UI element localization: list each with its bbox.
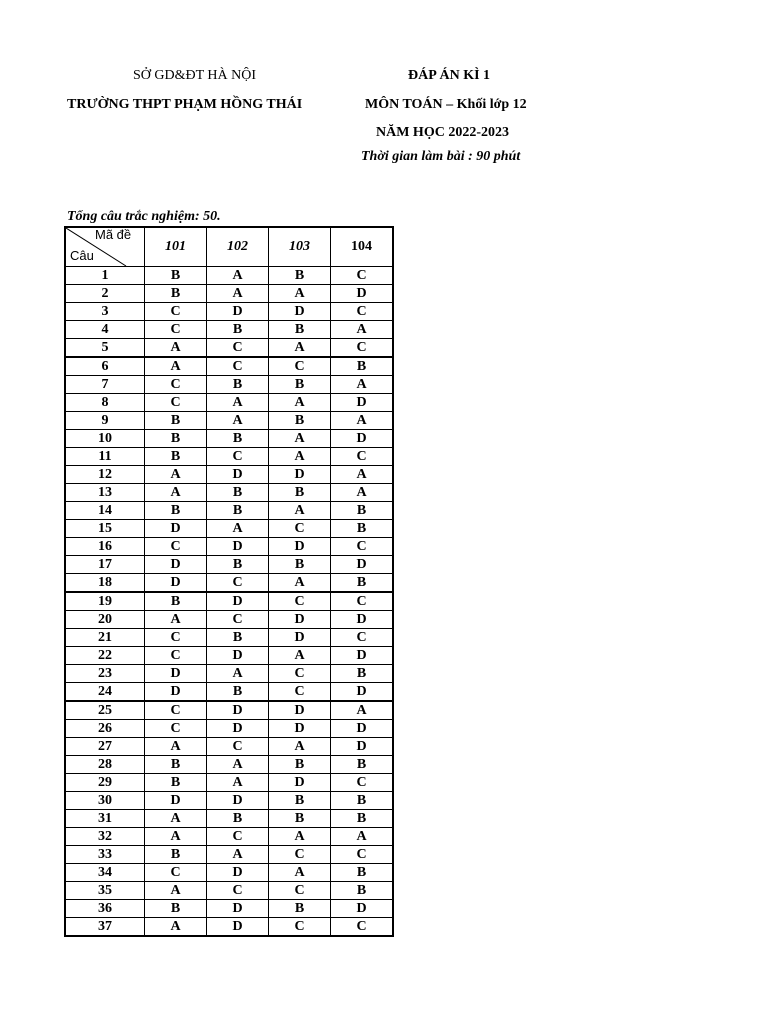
table-row — [65, 720, 393, 738]
answer-cell: D — [269, 720, 331, 738]
answer-cell: D — [207, 466, 269, 484]
answer-cell: C — [145, 629, 207, 647]
answer-cell: C — [331, 918, 394, 937]
answer-cell: B — [269, 484, 331, 502]
answer-cell: B — [207, 683, 269, 702]
answer-cell: A — [145, 918, 207, 937]
answer-cell: A — [207, 774, 269, 792]
question-number-cell: 6 — [65, 357, 145, 376]
answer-cell: A — [331, 701, 394, 720]
answer-cell: C — [269, 882, 331, 900]
question-number-cell: 33 — [65, 846, 145, 864]
answer-cell: D — [207, 303, 269, 321]
answer-cell: A — [145, 339, 207, 358]
table-row — [65, 611, 393, 629]
total-questions-label: Tổng câu trắc nghiệm: 50. — [67, 209, 221, 224]
answer-cell: D — [331, 720, 394, 738]
answer-cell: A — [331, 376, 394, 394]
answer-cell: C — [145, 303, 207, 321]
answer-cell: A — [145, 810, 207, 828]
answer-cell: A — [331, 484, 394, 502]
answer-cell: D — [207, 720, 269, 738]
answer-cell: B — [145, 592, 207, 611]
answer-cell: B — [207, 376, 269, 394]
table-row — [65, 683, 393, 702]
answer-cell: B — [145, 430, 207, 448]
answer-cell: B — [207, 321, 269, 339]
question-number-cell: 17 — [65, 556, 145, 574]
question-number-cell: 18 — [65, 574, 145, 593]
answer-cell: A — [145, 738, 207, 756]
answer-cell: C — [331, 448, 394, 466]
answer-cell: A — [269, 738, 331, 756]
answer-cell: A — [145, 484, 207, 502]
table-row — [65, 756, 393, 774]
answer-cell: C — [145, 647, 207, 665]
question-number-cell: 27 — [65, 738, 145, 756]
answer-cell: A — [269, 430, 331, 448]
table-row — [65, 574, 393, 593]
question-number-cell: 21 — [65, 629, 145, 647]
answer-cell: C — [145, 394, 207, 412]
table-row — [65, 774, 393, 792]
answer-cell: A — [269, 502, 331, 520]
answer-cell: B — [331, 502, 394, 520]
exam-code-102: 102 — [207, 227, 269, 267]
answer-cell: B — [269, 900, 331, 918]
question-number-cell: 5 — [65, 339, 145, 358]
answer-cell: A — [269, 647, 331, 665]
table-row — [65, 792, 393, 810]
answer-cell: A — [207, 285, 269, 303]
answer-cell: D — [269, 611, 331, 629]
question-number-cell: 12 — [65, 466, 145, 484]
document-title: ĐÁP ÁN KÌ 1 — [408, 68, 491, 83]
answer-cell: C — [145, 701, 207, 720]
answer-cell: C — [269, 665, 331, 683]
answer-cell: A — [331, 412, 394, 430]
table-row — [65, 484, 393, 502]
table-row — [65, 466, 393, 484]
answer-cell: A — [269, 285, 331, 303]
answer-cell: B — [207, 502, 269, 520]
answer-cell: B — [207, 484, 269, 502]
answer-cell: B — [145, 846, 207, 864]
answer-cell: B — [145, 774, 207, 792]
table-row — [65, 810, 393, 828]
school-name: TRƯỜNG THPT PHẠM HỒNG THÁI — [67, 97, 303, 112]
answer-cell: C — [207, 339, 269, 358]
answer-cell: D — [269, 538, 331, 556]
answer-cell: A — [269, 394, 331, 412]
answer-cell: C — [331, 303, 394, 321]
answer-cell: D — [331, 683, 394, 702]
table-row — [65, 665, 393, 683]
answer-cell: D — [269, 466, 331, 484]
answer-cell: B — [145, 448, 207, 466]
answer-cell: B — [269, 376, 331, 394]
table-row — [65, 556, 393, 574]
corner-header-cell — [65, 227, 145, 267]
answer-cell: A — [269, 339, 331, 358]
table-row — [65, 394, 393, 412]
question-number-cell: 23 — [65, 665, 145, 683]
answer-cell: C — [331, 774, 394, 792]
answer-cell: D — [145, 520, 207, 538]
question-number-cell: 10 — [65, 430, 145, 448]
answer-cell: B — [269, 321, 331, 339]
answer-cell: B — [145, 267, 207, 285]
answer-cell: B — [269, 556, 331, 574]
answer-cell: B — [331, 520, 394, 538]
table-row — [65, 918, 393, 937]
table-row — [65, 538, 393, 556]
answer-cell: B — [269, 810, 331, 828]
table-row — [65, 339, 393, 358]
department-name: SỞ GD&ĐT HÀ NỘI — [133, 68, 257, 83]
answer-cell: C — [269, 520, 331, 538]
table-row — [65, 430, 393, 448]
answer-cell: A — [207, 846, 269, 864]
question-number-cell: 37 — [65, 918, 145, 937]
answer-cell: B — [331, 665, 394, 683]
answer-cell: C — [207, 611, 269, 629]
exam-code-101: 101 — [145, 227, 207, 267]
answer-cell: C — [207, 828, 269, 846]
question-number-cell: 30 — [65, 792, 145, 810]
answer-cell: B — [331, 810, 394, 828]
answer-cell: C — [145, 538, 207, 556]
answer-cell: A — [145, 828, 207, 846]
answer-cell: A — [331, 466, 394, 484]
answer-cell: C — [269, 918, 331, 937]
answer-cell: A — [145, 882, 207, 900]
table-row — [65, 502, 393, 520]
answer-cell: D — [331, 394, 394, 412]
answer-cell: A — [207, 665, 269, 683]
table-row — [65, 412, 393, 430]
answer-cell: A — [207, 412, 269, 430]
answer-cell: B — [331, 574, 394, 593]
question-number-cell: 11 — [65, 448, 145, 466]
answer-cell: A — [145, 611, 207, 629]
answer-cell: A — [269, 828, 331, 846]
answer-cell: B — [145, 900, 207, 918]
question-number-cell: 9 — [65, 412, 145, 430]
answer-cell: B — [145, 285, 207, 303]
question-number-cell: 20 — [65, 611, 145, 629]
answer-cell: D — [207, 538, 269, 556]
answer-cell: B — [207, 629, 269, 647]
question-number-cell: 4 — [65, 321, 145, 339]
answer-cell: B — [269, 756, 331, 774]
answer-cell: D — [207, 701, 269, 720]
answer-cell: A — [207, 394, 269, 412]
answer-cell: D — [331, 556, 394, 574]
table-row — [65, 285, 393, 303]
question-number-cell: 14 — [65, 502, 145, 520]
answer-cell: C — [145, 864, 207, 882]
answer-cell: B — [207, 556, 269, 574]
question-number-cell: 31 — [65, 810, 145, 828]
question-number-cell: 24 — [65, 683, 145, 702]
table-row — [65, 520, 393, 538]
answer-cell: D — [145, 665, 207, 683]
question-number-cell: 25 — [65, 701, 145, 720]
answer-cell: D — [145, 574, 207, 593]
answer-cell: D — [207, 792, 269, 810]
answer-cell: D — [207, 918, 269, 937]
answer-cell: D — [145, 792, 207, 810]
school-year: NĂM HỌC 2022-2023 — [376, 125, 509, 140]
answer-cell: C — [269, 846, 331, 864]
answer-cell: D — [331, 285, 394, 303]
table-row — [65, 321, 393, 339]
answer-cell: B — [331, 357, 394, 376]
answer-cell: B — [207, 810, 269, 828]
question-header: Câu — [70, 248, 94, 263]
answer-cell: A — [207, 756, 269, 774]
answer-cell: D — [145, 556, 207, 574]
answer-cell: B — [145, 756, 207, 774]
answer-cell: D — [331, 611, 394, 629]
question-number-cell: 29 — [65, 774, 145, 792]
exam-duration: Thời gian làm bài : 90 phút — [361, 149, 521, 164]
answer-cell: C — [269, 357, 331, 376]
answer-cell: C — [145, 720, 207, 738]
answer-cell: C — [331, 629, 394, 647]
answer-cell: C — [145, 376, 207, 394]
answer-cell: B — [207, 430, 269, 448]
answer-cell: D — [207, 900, 269, 918]
answer-cell: B — [331, 864, 394, 882]
answer-cell: A — [269, 448, 331, 466]
answer-rows — [65, 267, 393, 937]
answer-cell: A — [331, 828, 394, 846]
answer-cell: C — [269, 592, 331, 611]
question-number-cell: 28 — [65, 756, 145, 774]
question-number-cell: 7 — [65, 376, 145, 394]
question-number-cell: 16 — [65, 538, 145, 556]
answer-cell: B — [269, 267, 331, 285]
answer-cell: C — [207, 574, 269, 593]
table-row — [65, 738, 393, 756]
table-row — [65, 357, 393, 376]
exam-code-header: Mã đề — [95, 227, 132, 242]
answer-cell: C — [331, 339, 394, 358]
exam-code-103: 103 — [269, 227, 331, 267]
answer-cell: C — [207, 448, 269, 466]
answer-cell: B — [145, 412, 207, 430]
answer-cell: D — [331, 647, 394, 665]
table-row — [65, 303, 393, 321]
answer-cell: A — [331, 321, 394, 339]
answer-cell: D — [269, 701, 331, 720]
question-number-cell: 2 — [65, 285, 145, 303]
answer-key-table — [64, 226, 394, 937]
answer-cell: C — [331, 592, 394, 611]
answer-cell: D — [331, 738, 394, 756]
subject-label: MÔN TOÁN – Khối lớp 12 — [365, 97, 527, 112]
question-number-cell: 36 — [65, 900, 145, 918]
question-number-cell: 19 — [65, 592, 145, 611]
table-row — [65, 828, 393, 846]
answer-cell: A — [145, 357, 207, 376]
answer-cell: D — [145, 683, 207, 702]
question-number-cell: 8 — [65, 394, 145, 412]
answer-cell: C — [269, 683, 331, 702]
question-number-cell: 35 — [65, 882, 145, 900]
answer-cell: A — [145, 466, 207, 484]
table-row — [65, 267, 393, 285]
question-number-cell: 26 — [65, 720, 145, 738]
answer-cell: C — [331, 846, 394, 864]
answer-cell: A — [269, 574, 331, 593]
table-row — [65, 376, 393, 394]
answer-cell: B — [269, 412, 331, 430]
answer-cell: A — [269, 864, 331, 882]
answer-cell: C — [331, 267, 394, 285]
answer-cell: C — [331, 538, 394, 556]
table-row — [65, 900, 393, 918]
answer-cell: D — [269, 303, 331, 321]
table-row — [65, 864, 393, 882]
answer-cell: D — [207, 592, 269, 611]
answer-cell: C — [145, 321, 207, 339]
answer-cell: D — [207, 647, 269, 665]
question-number-cell: 22 — [65, 647, 145, 665]
answer-cell: D — [331, 900, 394, 918]
answer-cell: C — [207, 357, 269, 376]
table-row — [65, 629, 393, 647]
table-row — [65, 647, 393, 665]
question-number-cell: 3 — [65, 303, 145, 321]
answer-cell: B — [145, 502, 207, 520]
table-row — [65, 592, 393, 611]
table-header-row — [65, 227, 393, 267]
table-row — [65, 882, 393, 900]
answer-cell: B — [331, 882, 394, 900]
table-row — [65, 701, 393, 720]
table-row — [65, 846, 393, 864]
question-number-cell: 32 — [65, 828, 145, 846]
question-number-cell: 15 — [65, 520, 145, 538]
answer-cell: D — [331, 430, 394, 448]
table-row — [65, 448, 393, 466]
answer-cell: C — [207, 882, 269, 900]
answer-cell: B — [331, 756, 394, 774]
answer-cell: A — [207, 267, 269, 285]
answer-cell: A — [207, 520, 269, 538]
answer-cell: B — [331, 792, 394, 810]
answer-cell: C — [207, 738, 269, 756]
answer-cell: D — [269, 774, 331, 792]
question-number-cell: 1 — [65, 267, 145, 285]
question-number-cell: 34 — [65, 864, 145, 882]
answer-cell: D — [269, 629, 331, 647]
answer-cell: B — [269, 792, 331, 810]
exam-code-104: 104 — [331, 227, 394, 267]
question-number-cell: 13 — [65, 484, 145, 502]
answer-cell: D — [207, 864, 269, 882]
